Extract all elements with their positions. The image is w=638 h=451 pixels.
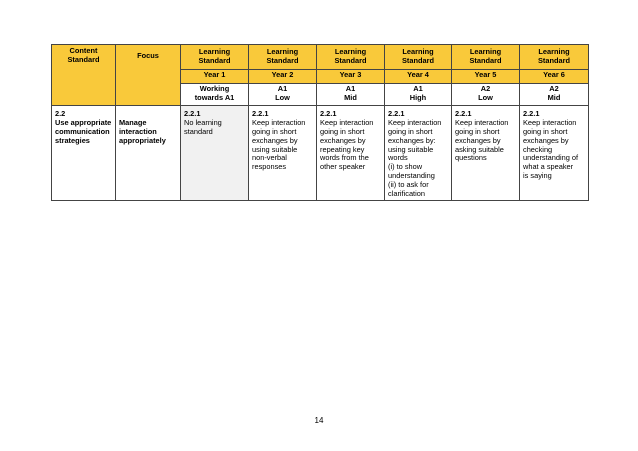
level-cell: Working towards A1 (181, 84, 249, 106)
learning-standard-cell: 2.2.1 Keep interaction going in short exchanges by repeating key words from the other speaker (317, 106, 385, 201)
content-standard-cell: 2.2 Use appropriate communication strategies (52, 106, 116, 201)
header-content-standard: Content Standard (52, 45, 116, 106)
year-cell: Year 2 (249, 70, 317, 84)
year-cell: Year 1 (181, 70, 249, 84)
level-cell: A1 Mid (317, 84, 385, 106)
level-cell: A2 Low (452, 84, 520, 106)
page-number: 14 (314, 416, 324, 425)
header-learning-standard: Learning Standard (520, 45, 589, 70)
year-cell: Year 6 (520, 70, 589, 84)
header-focus: Focus (116, 45, 181, 106)
header-learning-standard: Learning Standard (317, 45, 385, 70)
year-cell: Year 3 (317, 70, 385, 84)
header-row (52, 45, 589, 70)
header-learning-standard: Learning Standard (385, 45, 452, 70)
level-cell: A1 Low (249, 84, 317, 106)
learning-standard-cell: 2.2.1 Keep interaction going in short exchanges by checking understanding of what a speaker is saying (520, 106, 589, 201)
year-cell: Year 4 (385, 70, 452, 84)
level-cell: A1 High (385, 84, 452, 106)
learning-standards-table (51, 44, 589, 201)
header-learning-standard: Learning Standard (249, 45, 317, 70)
header-learning-standard: Learning Standard (452, 45, 520, 70)
learning-standard-cell: 2.2.1 Keep interaction going in short exchanges by using suitable non-verbal responses (249, 106, 317, 201)
header-learning-standard: Learning Standard (181, 45, 249, 70)
level-cell: A2 Mid (520, 84, 589, 106)
focus-cell: Manage interaction appropriately (116, 106, 181, 201)
standard-row (52, 106, 589, 201)
learning-standard-cell: 2.2.1 Keep interaction going in short exchanges by: using suitable words (i) to show understanding (ii) to ask for clarification (385, 106, 452, 201)
learning-standard-cell: 2.2.1 Keep interaction going in short exchanges by asking suitable questions (452, 106, 520, 201)
year-cell: Year 5 (452, 70, 520, 84)
learning-standard-cell: 2.2.1 No learning standard (181, 106, 249, 201)
